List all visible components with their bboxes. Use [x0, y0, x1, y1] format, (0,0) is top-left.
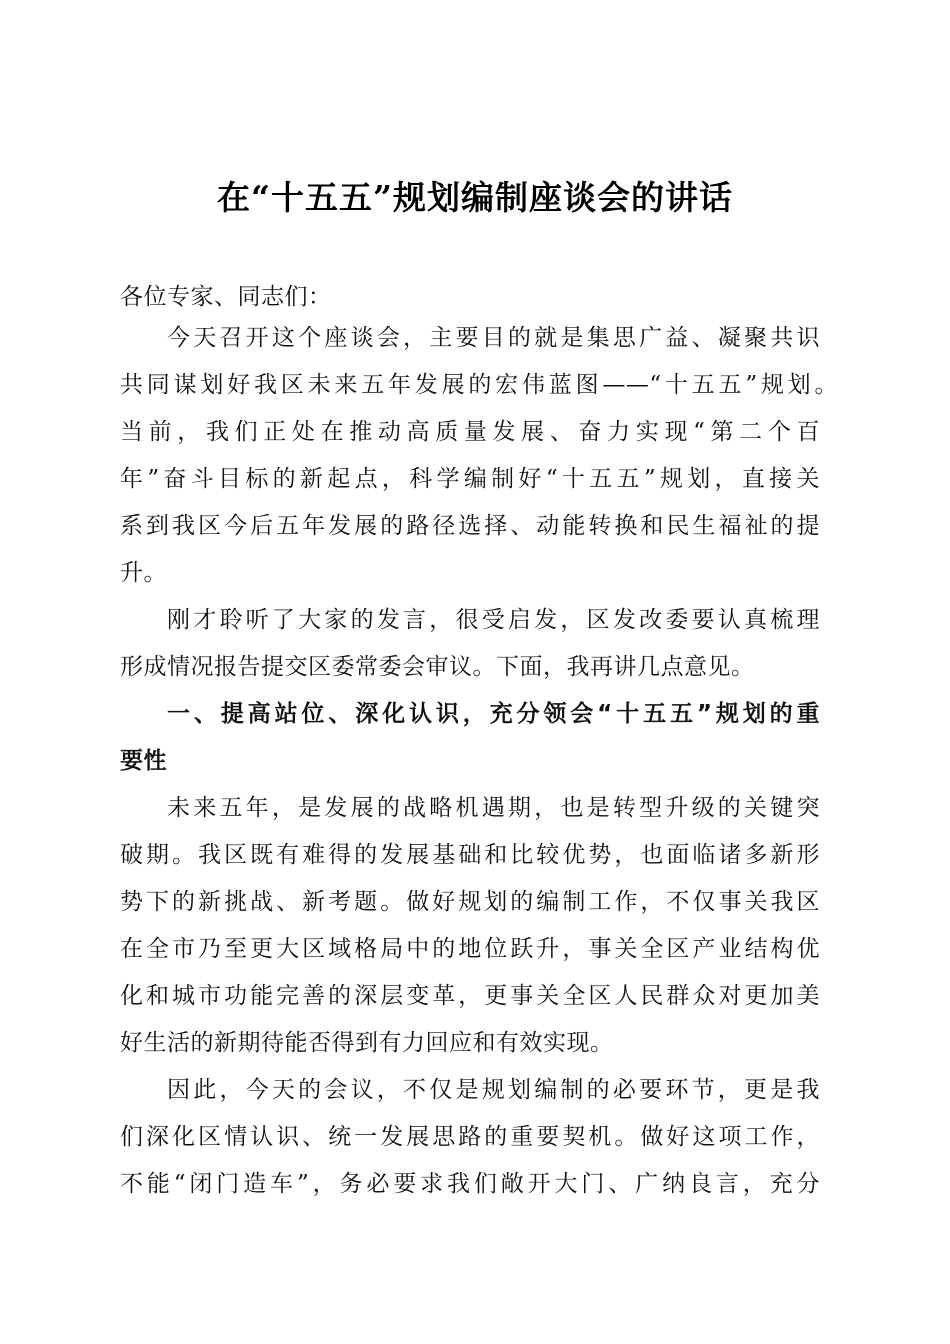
paragraph-1-line-5: 系到我区今后五年发展的路径选择、动能转换和民生福祉的提 [120, 513, 820, 539]
paragraph-3-line-3: 势下的新挑战、新考题。做好规划的编制工作，不仅事关我区 [120, 889, 820, 915]
paragraph-1-line-2: 共同谋划好我区未来五年发展的宏伟蓝图——“十五五”规划。 [120, 372, 838, 398]
salutation: 各位专家、同志们： [120, 284, 332, 310]
section-heading-1-line-2: 要性 [120, 748, 167, 774]
paragraph-3-line-5: 化和城市功能完善的深层变革，更事关全区人民群众对更加美 [120, 983, 820, 1009]
paragraph-4-line-1: 因此，今天的会议，不仅是规划编制的必要环节，更是我 [167, 1077, 820, 1103]
paragraph-3-line-1: 未来五年，是发展的战略机遇期，也是转型升级的关键突 [167, 795, 820, 821]
paragraph-2-line-2: 形成情况报告提交区委常委会审议。下面，我再讲几点意见。 [120, 654, 755, 680]
section-heading-1-line-1: 一、提高站位、深化认识，充分领会“十五五”规划的重 [167, 701, 820, 727]
paragraph-1-line-6: 升。 [120, 560, 167, 586]
paragraph-1-line-1: 今天召开这个座谈会，主要目的就是集思广益、凝聚共识 [167, 325, 820, 351]
paragraph-3-line-6: 好生活的新期待能否得到有力回应和有效实现。 [120, 1030, 614, 1056]
document-title: 在“十五五”规划编制座谈会的讲话 [217, 178, 733, 217]
paragraph-2-line-1: 刚才聆听了大家的发言，很受启发，区发改委要认真梳理 [167, 607, 820, 633]
paragraph-3-line-2: 破期。我区既有难得的发展基础和比较优势，也面临诸多新形 [120, 842, 820, 868]
paragraph-1-line-3: 当前，我们正处在推动高质量发展、奋力实现“第二个百 [120, 419, 820, 445]
paragraph-4-line-2: 们深化区情认识、统一发展思路的重要契机。做好这项工作， [120, 1124, 820, 1150]
paragraph-3-line-4: 在全市乃至更大区域格局中的地位跃升，事关全区产业结构优 [120, 936, 820, 962]
paragraph-4-line-3: 不能“闭门造车”，务必要求我们敞开大门、广纳良言，充分 [120, 1171, 820, 1197]
paragraph-1-line-4: 年”奋斗目标的新起点，科学编制好“十五五”规划，直接关 [120, 466, 820, 492]
